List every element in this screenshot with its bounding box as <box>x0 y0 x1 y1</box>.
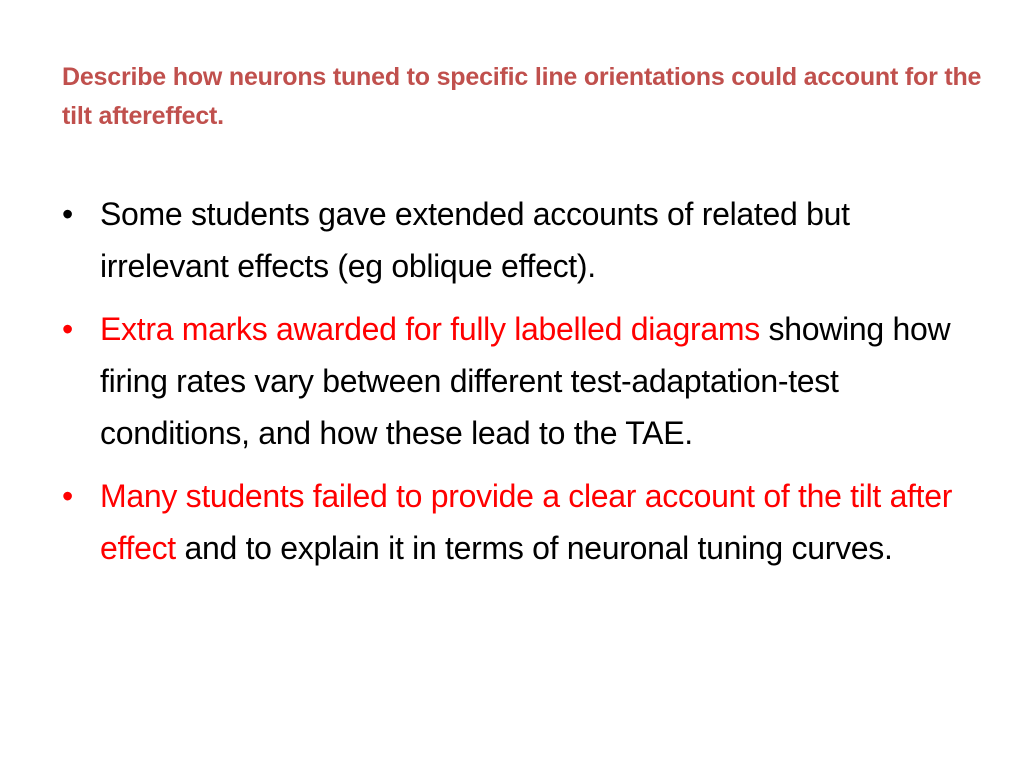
bullet-text: and to explain it in terms of neuronal tuning curves. <box>175 530 893 566</box>
bullet-highlight-text: Many students failed to provide a clear account of the tilt after effect <box>100 478 953 566</box>
bullet-dot-icon: • <box>62 478 73 514</box>
bullet-text: showing how firing rates vary between different test-adaptation-test conditions, and how these lead to the TAE. <box>100 311 951 451</box>
bullet-dot-icon: • <box>62 196 73 232</box>
bullet-highlight-text: Extra marks awarded for fully labelled diagrams <box>100 311 760 347</box>
bullet-item-1 <box>62 188 982 292</box>
bullet-dot-icon: • <box>62 311 73 347</box>
slide-title: Describe how neurons tuned to specific line orientations could account for the tilt aftereffect. <box>62 63 982 130</box>
bullet-item-3 <box>62 470 982 574</box>
bullet-text: Some students gave extended accounts of related but irrelevant effects (eg oblique effect). <box>100 196 850 284</box>
bullet-list <box>62 188 982 585</box>
bullet-item-2 <box>62 303 982 459</box>
